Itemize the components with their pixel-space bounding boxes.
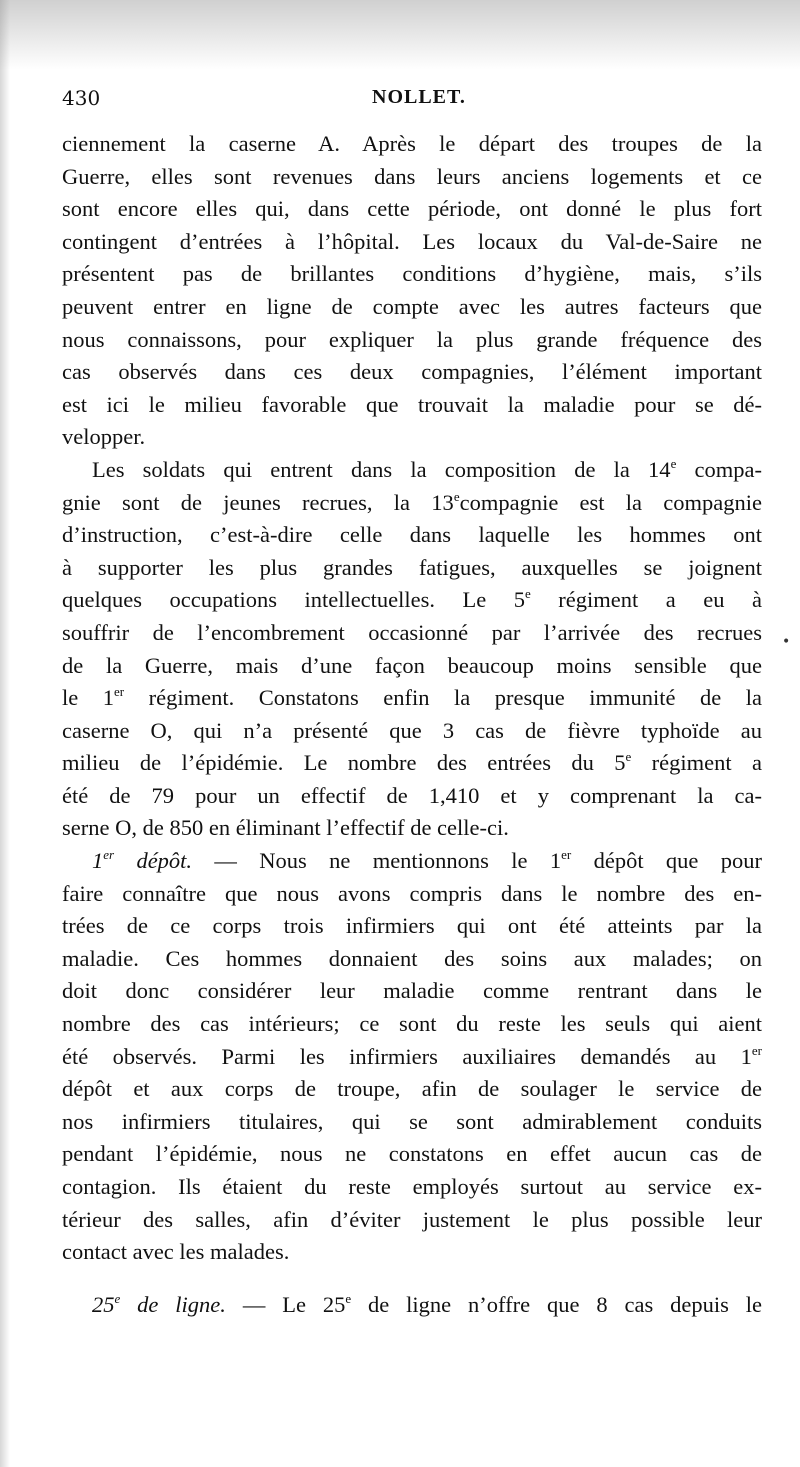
text-line: contact avec les malades. [62,1239,290,1265]
text-run: Les soldats qui entrent dans la composition de la 14 [92,456,671,482]
text-line: souffrir de l’encombrement occasionné par l’arrivée des recrues [62,619,762,645]
page-number: 430 [62,86,101,110]
text-line: Guerre, elles sont revenues dans leurs anciens logements et ce [62,163,762,189]
text-line [62,682,762,715]
superscript: er [103,847,115,863]
body-text [62,128,762,1321]
text-run: — Nous ne mentionnons le 1 [192,848,562,874]
text-line: nombre des cas intérieurs; ce sont du reste les seuls qui aient [62,1011,762,1037]
text-line: velopper. [62,424,146,450]
text-line: présentent pas de brillantes conditions d’hygiène, mais, s’ils [62,261,762,287]
text-run: régiment a eu à [530,587,762,613]
text-run: compa- [676,456,762,482]
text-line: contingent d’entrées à l’hôpital. Les locaux du Val-de-Saire ne [62,228,762,254]
text-line: serne O, de 850 en éliminant l’effectif de celle-ci. [62,815,509,841]
text-run: été observés. Parmi les infirmiers auxiliaires demandés au 1 [62,1043,752,1069]
superscript: e [114,1290,121,1306]
text-line: peuvent entrer en ligne de compte avec les autres facteurs que [62,293,762,319]
text-line: doit donc considérer leur maladie comme rentrant dans le [62,978,762,1004]
text-run: compagnie est la compagnie [459,489,763,515]
text-run: dépôt que pour [571,848,762,874]
text-line: caserne O, qui n’a présenté que 3 cas de fièvre typhoïde au [62,717,762,743]
superscript: e [625,749,632,765]
text-line: nos infirmiers titulaires, qui se sont admirablement conduits [62,1108,762,1134]
text-line: nous connaissons, pour expliquer la plus grande fréquence des [62,326,762,352]
paragraph-4 [62,1289,762,1322]
text-run: le 1 [62,685,115,711]
paragraph-1 [62,128,762,454]
text-line: sont encore elles qui, dans cette période, ont donné le plus fort [62,196,762,222]
text-line: contagion. Ils étaient du reste employés surtout au service ex- [62,1174,762,1199]
section-heading [92,1292,226,1317]
superscript: er [561,847,572,863]
text-line: dépôt et aux corps de troupe, afin de soulager le service de [62,1076,762,1102]
section-heading [92,848,192,873]
text-line: été de 79 pour un effectif de 1,410 et y comprenant la ca- [62,782,762,808]
heading-word: dépôt. [114,848,193,874]
text-run: quelques occupations intellectuelles. Le 5 [62,587,526,613]
text-line: est ici le milieu favorable que trouvait la maladie pour se dé- [62,391,762,417]
text-line [62,487,762,520]
text-run: gnie sont de jeunes recrues, la 13 [62,489,454,515]
page-header [62,86,752,116]
heading-number: 25 [92,1291,115,1317]
superscript: e [453,488,460,504]
text-line [62,1041,762,1074]
section-gap [62,1269,762,1289]
text-line: faire connaître que nous avons compris dans le nombre des en- [62,880,762,906]
text-line: maladie. Ces hommes donnaient des soins aux malades; on [62,945,762,971]
heading-word: de ligne. [120,1291,226,1317]
superscript: e [345,1290,352,1306]
superscript: er [751,1042,762,1058]
text-line [62,1289,762,1322]
superscript: e [525,586,531,602]
text-line: ciennement la caserne A. Après le départ des troupes de la [62,131,762,156]
text-run: régiment a [631,750,762,776]
heading-number: 1 [92,848,104,874]
text-line: d’instruction, c’est-à-dire celle dans laquelle les hommes ont [62,522,762,548]
text-run: de ligne n’offre que 8 cas depuis le [351,1291,762,1317]
text-line: à supporter les plus grandes fatigues, auxquelles se joignent [62,554,762,580]
text-line: trées de ce corps trois infirmiers qui ont été atteints par la [62,913,762,939]
text-line [62,454,762,487]
text-run: — Le 25 [225,1291,346,1317]
text-run: milieu de l’épidémie. Le nombre des entrées du 5 [62,750,626,776]
running-head: NOLLET. [372,86,466,108]
text-line [62,747,762,780]
text-line: pendant l’épidémie, nous ne constatons en effet aucun cas de [62,1141,762,1167]
text-run: régiment. Constatons enfin la presque immunité de la [124,685,762,711]
text-line [62,845,762,878]
text-line: de la Guerre, mais d’une façon beaucoup moins sensible que [62,652,762,678]
margin-mark: • [782,634,791,650]
text-line: térieur des salles, afin d’éviter justement le plus possible leur [62,1206,762,1232]
paragraph-2 [62,454,762,845]
text-line [62,584,762,617]
superscript: e [670,455,677,471]
superscript: er [114,684,125,700]
text-line: cas observés dans ces deux compagnies, l’élément important [62,359,762,385]
paragraph-3 [62,845,762,1269]
